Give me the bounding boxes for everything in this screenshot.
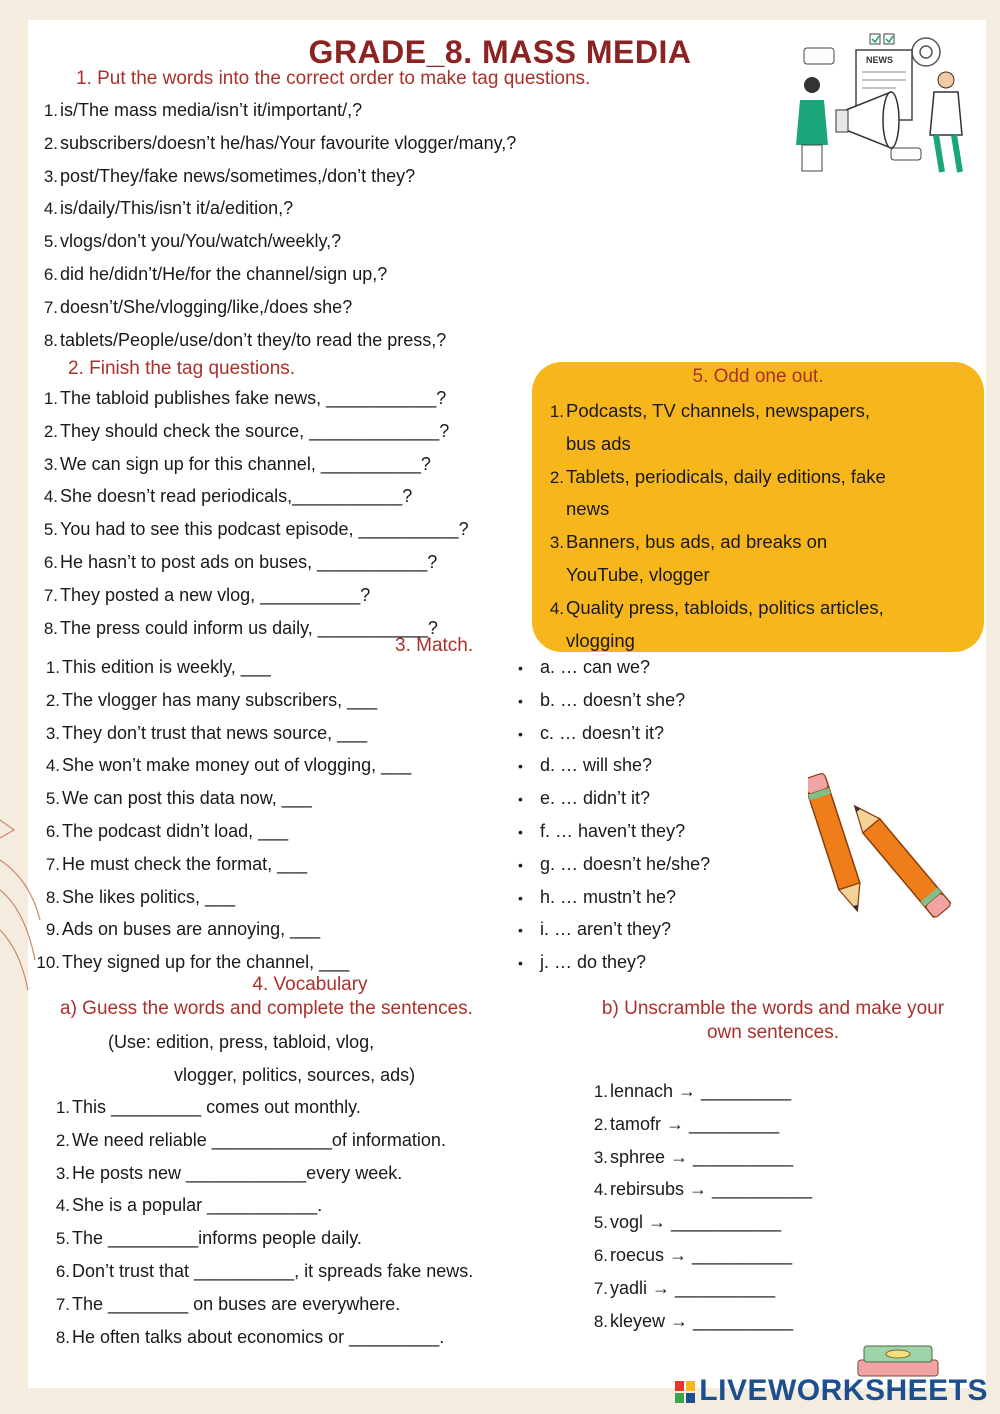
section2-list	[40, 382, 469, 644]
match-left-item-text: They don’t trust that news source, ___	[62, 722, 368, 743]
match-left-item-9	[34, 913, 411, 946]
reorder-item-text: tablets/People/use/don’t they/to read the press,?	[60, 329, 447, 350]
reorder-item-5	[40, 225, 516, 258]
unscramble-item-text: yadli → __________	[610, 1277, 776, 1298]
unscramble-item-8	[590, 1305, 812, 1338]
unscramble-item-text: rebirsubs → __________	[610, 1179, 813, 1200]
reorder-item-text: subscribers/doesn’t he/has/Your favourite vlogger/many,?	[60, 132, 517, 153]
bullet-icon: •	[518, 889, 523, 906]
vocab-sentence-item-text: Don’t trust that __________, it spreads fake news.	[72, 1260, 474, 1281]
liveworksheets-logo	[675, 1374, 988, 1408]
tag-question-item-text: They posted a new vlog, __________?	[60, 584, 371, 605]
odd-one-out-line-1	[546, 395, 886, 428]
match-left-item-number: 10.	[36, 953, 60, 973]
unscramble-item-3	[590, 1141, 812, 1174]
odd-one-out-line-text: vlogging	[566, 629, 635, 651]
match-right-item-3	[518, 717, 710, 750]
unscramble-item-number: 4.	[593, 1180, 608, 1200]
match-right-item-1	[518, 651, 710, 684]
odd-one-out-line-number: 3.	[549, 533, 564, 553]
bullet-icon: •	[518, 692, 523, 709]
match-right-text: f. … haven’t they?	[540, 820, 686, 841]
match-left-item-1	[34, 651, 411, 684]
match-left-item-number: 2.	[45, 690, 60, 710]
match-left-item-number: 4.	[45, 756, 60, 776]
bullet-icon: •	[518, 922, 523, 939]
vocab-sentence-item-3	[52, 1157, 473, 1190]
unscramble-item-text: kleyew → __________	[610, 1310, 794, 1331]
match-left-item-text: He must check the format, ___	[62, 853, 308, 874]
match-left-item-text: They signed up for the channel, ___	[62, 952, 350, 973]
vocab-sentence-item-number: 7.	[55, 1294, 70, 1314]
vocab-sentence-item-number: 5.	[55, 1229, 70, 1249]
match-right-item-8	[518, 881, 710, 914]
reorder-item-2	[40, 127, 516, 160]
odd-one-out-line-6	[546, 559, 886, 592]
unscramble-item-5	[590, 1206, 812, 1239]
unscramble-item-text: tamofr → _________	[610, 1113, 780, 1134]
vocab-sentence-item-5	[52, 1222, 473, 1255]
bullet-icon: •	[518, 856, 523, 873]
match-right-item-4	[518, 749, 710, 782]
reorder-item-number: 3.	[43, 166, 58, 186]
match-right-text: c. … doesn’t it?	[540, 722, 665, 743]
match-left-item-text: The vlogger has many subscribers, ___	[62, 689, 378, 710]
unscramble-item-number: 7.	[593, 1278, 608, 1298]
odd-one-out-line-2	[546, 428, 886, 461]
vocab-sentence-item-number: 4.	[55, 1196, 70, 1216]
match-right-text: a. … can we?	[540, 657, 651, 677]
match-right-item-5	[518, 782, 710, 815]
match-right-text: e. … didn’t it?	[540, 788, 651, 809]
tag-question-item-number: 4.	[43, 487, 58, 507]
match-left-item-number: 3.	[45, 723, 60, 743]
reorder-item-text: doesn’t/She/vlogging/like,/does she?	[60, 296, 353, 317]
bullet-icon: •	[518, 758, 523, 775]
unscramble-item-number: 8.	[593, 1311, 608, 1331]
reorder-item-number: 8.	[43, 330, 58, 350]
section5-list	[546, 395, 886, 657]
match-left-item-text: She likes politics, ___	[62, 886, 236, 907]
odd-one-out-line-number: 2.	[549, 467, 564, 487]
match-right-text: i. … aren’t they?	[540, 919, 672, 940]
match-left-item-5	[34, 782, 411, 815]
match-left-item-8	[34, 881, 411, 914]
vocab-sentence-item-text: He often talks about economics or _________.	[72, 1326, 445, 1347]
reorder-item-number: 5.	[43, 232, 58, 252]
bullet-icon: •	[518, 660, 523, 676]
tag-question-item-text: The tabloid publishes fake news, ___________?	[60, 388, 447, 408]
odd-one-out-line-text: bus ads	[566, 432, 631, 454]
word-bank-line1: (Use: edition, press, tabloid, vlog,	[108, 1032, 375, 1052]
section4a-heading: a) Guess the words and complete the sentences.	[60, 998, 473, 1019]
reorder-item-text: vlogs/don’t you/You/watch/weekly,?	[60, 231, 342, 252]
match-right-item-6	[518, 815, 710, 848]
odd-one-out-line-4	[546, 493, 886, 526]
tag-question-item-number: 1.	[43, 389, 58, 408]
tag-question-item-text: The press could inform us daily, ___________?	[60, 617, 438, 638]
match-left-item-number: 8.	[45, 887, 60, 907]
tag-question-item-number: 7.	[43, 585, 58, 605]
vocab-sentence-item-number: 3.	[55, 1163, 70, 1183]
tag-question-item-7	[40, 579, 469, 612]
odd-one-out-line-text: YouTube, vlogger	[566, 563, 710, 585]
match-right-list	[518, 651, 710, 979]
match-left-item-number: 1.	[45, 658, 60, 677]
match-left-item-2	[34, 684, 411, 717]
section4-heading: 4. Vocabulary	[252, 974, 368, 995]
match-right-item-9	[518, 913, 710, 946]
section4a-list	[52, 1091, 473, 1353]
vocab-sentence-item-8	[52, 1321, 473, 1354]
tag-question-item-number: 3.	[43, 454, 58, 474]
section4b-list	[590, 1075, 812, 1337]
logo-text-worksheets: WORKSHEETS	[767, 1374, 988, 1407]
match-left-item-text: She won’t make money out of vlogging, ___	[62, 755, 412, 776]
vocab-sentence-item-text: He posts new ____________every week.	[72, 1162, 403, 1183]
match-left-item-number: 5.	[45, 789, 60, 809]
unscramble-item-number: 5.	[593, 1213, 608, 1233]
reorder-item-6	[40, 258, 516, 291]
odd-one-out-line-text: news	[566, 498, 610, 520]
tag-question-item-number: 2.	[43, 421, 58, 441]
vocab-sentence-item-1	[52, 1091, 473, 1124]
section4b-heading-line1: b) Unscramble the words and make your	[601, 998, 945, 1019]
vocab-sentence-item-text: The _________informs people daily.	[72, 1228, 362, 1249]
unscramble-item-number: 6.	[593, 1245, 608, 1265]
reorder-item-1	[40, 94, 516, 127]
section1-list	[40, 94, 516, 356]
reorder-item-7	[40, 291, 516, 324]
reorder-item-number: 6.	[43, 264, 58, 284]
match-left-item-6	[34, 815, 411, 848]
odd-one-out-line-text: Banners, bus ads, ad breaks on	[566, 531, 828, 553]
tag-question-item-number: 5.	[43, 520, 58, 540]
vocab-sentence-item-number: 6.	[55, 1261, 70, 1281]
tag-question-item-text: You had to see this podcast episode, __________?	[60, 519, 469, 540]
tag-question-item-5	[40, 513, 469, 546]
odd-one-out-line-number: 1.	[549, 402, 564, 421]
tag-question-item-text: He hasn’t to post ads on buses, ___________?	[60, 551, 438, 572]
unscramble-item-text: lennach → _________	[610, 1081, 792, 1101]
pencils-illustration	[808, 768, 968, 938]
match-left-item-4	[34, 749, 411, 782]
match-right-text: h. … mustn’t he?	[540, 886, 677, 907]
reorder-item-text: is/The mass media/isn’t it/important/,?	[60, 100, 363, 120]
odd-one-out-line-3	[546, 461, 886, 494]
odd-one-out-line-text: Tablets, periodicals, daily editions, fake	[566, 465, 886, 487]
logo-icon	[675, 1381, 695, 1403]
vocab-sentence-item-2	[52, 1124, 473, 1157]
match-right-text: b. … doesn’t she?	[540, 689, 686, 710]
unscramble-item-text: roecus → __________	[610, 1244, 793, 1265]
tag-question-item-number: 6.	[43, 552, 58, 572]
vocab-sentence-item-6	[52, 1255, 473, 1288]
match-right-item-7	[518, 848, 710, 881]
reorder-item-text: post/They/fake news/sometimes,/don’t they?	[60, 165, 416, 186]
match-right-text: d. … will she?	[540, 755, 653, 776]
tag-question-item-text: She doesn’t read periodicals,___________?	[60, 486, 413, 507]
unscramble-item-1	[590, 1075, 812, 1108]
logo-text-live: LIVE	[699, 1374, 768, 1407]
unscramble-item-4	[590, 1173, 812, 1206]
bullet-icon: •	[518, 955, 523, 972]
match-left-list	[34, 651, 411, 979]
match-left-item-text: Ads on buses are annoying, ___	[62, 919, 321, 940]
odd-one-out-line-text: Podcasts, TV channels, newspapers,	[566, 400, 871, 421]
tag-question-item-1	[40, 382, 469, 415]
vocab-sentence-item-text: She is a popular ___________.	[72, 1195, 323, 1216]
match-right-text: g. … doesn’t he/she?	[540, 853, 711, 874]
match-left-item-3	[34, 717, 411, 750]
page-title: GRADE_8. MASS MEDIA	[308, 34, 692, 70]
vocab-sentence-item-number: 2.	[55, 1130, 70, 1150]
news-sign-text: NEWS	[866, 55, 893, 65]
unscramble-item-number: 3.	[593, 1147, 608, 1167]
unscramble-item-2	[590, 1108, 812, 1141]
section5-heading: 5. Odd one out.	[692, 366, 824, 387]
tag-question-item-number: 8.	[43, 618, 58, 638]
match-left-item-text: The podcast didn’t load, ___	[62, 820, 289, 841]
unscramble-item-text: vogl → ___________	[610, 1212, 782, 1233]
vocab-sentence-item-text: We need reliable ____________of information.	[72, 1129, 446, 1150]
unscramble-item-text: sphree → __________	[610, 1146, 794, 1167]
unscramble-item-7	[590, 1272, 812, 1305]
tag-question-item-text: We can sign up for this channel, __________?	[60, 453, 431, 474]
section4b-heading-line2: own sentences.	[706, 1022, 840, 1043]
section2-heading: 2. Finish the tag questions.	[68, 358, 296, 379]
bullet-icon: •	[518, 725, 523, 742]
vocab-sentence-item-number: 8.	[55, 1327, 70, 1347]
bullet-icon: •	[518, 791, 523, 808]
tag-question-item-2	[40, 415, 469, 448]
match-left-item-number: 6.	[45, 821, 60, 841]
vocab-sentence-item-text: This _________ comes out monthly.	[72, 1097, 361, 1117]
news-illustration	[796, 30, 976, 176]
reorder-item-number: 1.	[43, 101, 58, 120]
odd-one-out-line-7	[546, 592, 886, 625]
vocab-sentence-item-4	[52, 1189, 473, 1222]
vocab-sentence-item-text: The ________ on buses are everywhere.	[72, 1293, 401, 1314]
vocab-sentence-item-number: 1.	[55, 1098, 70, 1117]
match-left-item-number: 7.	[45, 854, 60, 874]
reorder-item-number: 7.	[43, 297, 58, 317]
vocab-sentence-item-7	[52, 1288, 473, 1321]
word-bank-line2: vlogger, politics, sources, ads)	[174, 1065, 416, 1085]
reorder-item-number: 2.	[43, 133, 58, 153]
reorder-item-text: did he/didn’t/He/for the channel/sign up,?	[60, 263, 388, 284]
tag-question-item-4	[40, 480, 469, 513]
reorder-item-number: 4.	[43, 199, 58, 219]
tag-question-item-6	[40, 546, 469, 579]
reorder-item-4	[40, 192, 516, 225]
match-left-item-7	[34, 848, 411, 881]
unscramble-item-6	[590, 1239, 812, 1272]
section1-heading: 1. Put the words into the correct order to make tag questions.	[76, 68, 591, 89]
match-right-item-2	[518, 684, 710, 717]
match-left-item-text: This edition is weekly, ___	[62, 657, 271, 677]
bullet-icon: •	[518, 823, 523, 840]
reorder-item-3	[40, 160, 516, 193]
odd-one-out-line-number: 4.	[549, 598, 564, 618]
match-left-item-text: We can post this data now, ___	[62, 788, 312, 809]
section3-heading: 3. Match.	[395, 635, 474, 656]
reorder-item-text: is/daily/This/isn’t it/a/edition,?	[60, 198, 294, 219]
unscramble-item-number: 1.	[593, 1082, 608, 1101]
tag-question-item-3	[40, 448, 469, 481]
odd-one-out-line-5	[546, 526, 886, 559]
odd-one-out-line-text: Quality press, tabloids, politics articles,	[566, 596, 884, 618]
tag-question-item-text: They should check the source, _____________?	[60, 420, 450, 441]
unscramble-item-number: 2.	[593, 1114, 608, 1134]
match-left-item-number: 9.	[45, 920, 60, 940]
match-right-text: j. … do they?	[540, 952, 647, 973]
reorder-item-8	[40, 324, 516, 357]
